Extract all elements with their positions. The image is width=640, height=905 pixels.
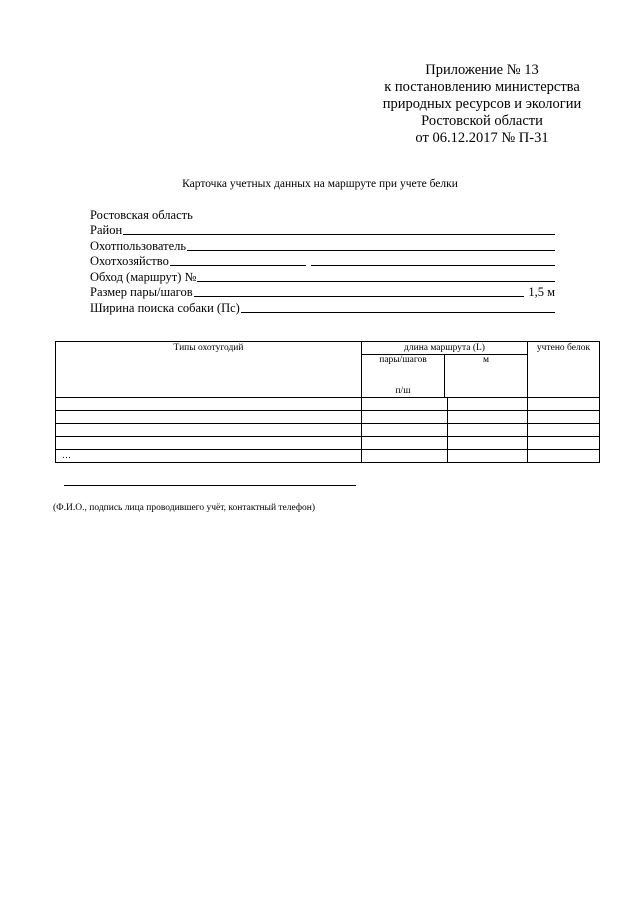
appendix-header <box>367 62 597 147</box>
table-cell[interactable] <box>56 424 362 437</box>
hunting-ground-fill-line-1[interactable] <box>170 265 306 266</box>
district-label: Район <box>90 223 123 237</box>
table-cell[interactable] <box>362 424 448 437</box>
step-size-fill-line[interactable] <box>194 296 525 297</box>
district-fill-line[interactable] <box>123 234 555 235</box>
header-meters <box>445 355 527 397</box>
table-cell[interactable] <box>448 424 528 437</box>
table-cell[interactable] <box>448 450 528 463</box>
header-habitat-types <box>56 342 362 398</box>
table-cell[interactable] <box>448 437 528 450</box>
route-length-label: длина маршрута (L) <box>362 342 527 355</box>
appendix-date: от 06.12.2017 № П-31 <box>415 130 549 146</box>
hunting-ground-fill-line-2[interactable] <box>311 265 555 266</box>
signature-line[interactable] <box>64 485 356 486</box>
route-fill-line[interactable] <box>197 281 555 282</box>
route-fields <box>90 207 555 316</box>
field-route[interactable] <box>90 269 555 285</box>
table-cell[interactable] <box>56 437 362 450</box>
step-size-label: Размер пары/шагов <box>90 285 193 299</box>
table-row <box>56 411 600 424</box>
route-length-subheaders <box>362 355 527 397</box>
dog-width-label: Ширина поиска собаки (Пс) <box>90 300 240 315</box>
table-cell[interactable] <box>362 411 448 424</box>
route-label: Обход (маршрут) № <box>90 269 197 284</box>
hunting-ground-label: Охотхозяйство <box>90 254 169 268</box>
table-cell[interactable] <box>448 398 528 411</box>
table-cell[interactable] <box>528 437 600 450</box>
card-title: Карточка учетных данных на маршруте при учете белки <box>182 178 458 190</box>
table-row <box>56 450 600 463</box>
table-row <box>56 424 600 437</box>
field-district[interactable] <box>90 223 555 239</box>
appendix-line-4: Ростовской области <box>421 113 543 129</box>
pairs-unit: п/ш <box>395 386 411 396</box>
table-cell[interactable] <box>528 450 600 463</box>
field-dog-width[interactable] <box>90 300 555 316</box>
table-row <box>56 437 600 450</box>
table-header-row <box>56 342 600 398</box>
appendix-line-2: к постановлению министерства <box>384 79 580 95</box>
table-cell[interactable] <box>362 398 448 411</box>
signature-caption: (Ф.И.О., подпись лица проводившего учёт, контактный телефон) <box>53 503 315 513</box>
header-route-length <box>362 342 528 398</box>
table-row <box>56 398 600 411</box>
table-cell[interactable] <box>56 411 362 424</box>
header-counted <box>528 342 600 398</box>
table-cell[interactable] <box>528 398 600 411</box>
appendix-line-3: природных ресурсов и экологии <box>382 96 582 112</box>
table-cell[interactable] <box>448 411 528 424</box>
field-step-size[interactable] <box>90 285 555 301</box>
table-cell[interactable] <box>362 437 448 450</box>
field-hunting-ground[interactable] <box>90 254 555 270</box>
dog-width-fill-line[interactable] <box>241 312 555 313</box>
table-cell[interactable] <box>56 398 362 411</box>
step-size-value: 1,5 м <box>528 285 555 299</box>
table-cell[interactable] <box>362 450 448 463</box>
field-region <box>90 207 555 223</box>
appendix-number: Приложение № 13 <box>425 62 539 78</box>
census-table <box>55 341 600 463</box>
hunter-label: Охотпользователь <box>90 238 187 253</box>
counted-label: учтено белок <box>536 343 591 353</box>
field-hunter[interactable] <box>90 238 555 254</box>
header-pairs <box>362 355 445 397</box>
hunter-fill-line[interactable] <box>187 250 555 251</box>
habitat-types-label: Типы охотугодий <box>173 343 244 353</box>
table-cell[interactable] <box>528 424 600 437</box>
table-cell[interactable] <box>528 411 600 424</box>
meters-label: м <box>482 355 489 365</box>
region-label: Ростовская область <box>90 207 193 222</box>
ellipsis-cell: … <box>56 450 362 463</box>
pairs-label: пары/шагов <box>379 355 427 365</box>
